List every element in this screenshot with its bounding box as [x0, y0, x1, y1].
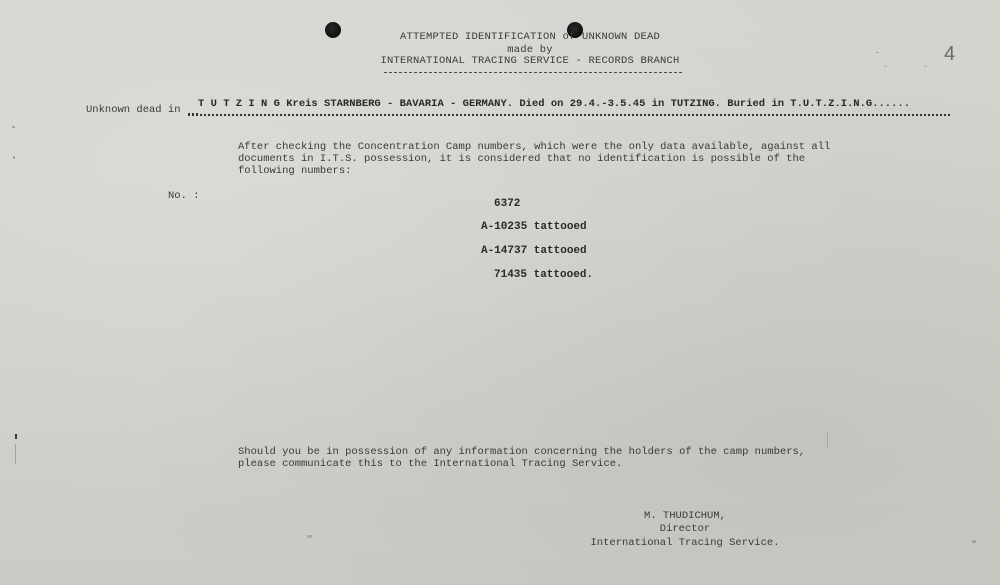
camp-number: A-14737 tattooed	[481, 245, 587, 257]
page-number: 4	[944, 43, 956, 65]
document-title: ATTEMPTED IDENTIFICATION of UNKNOWN DEAD	[399, 31, 661, 43]
dotted-underline	[188, 114, 950, 116]
scan-mark	[15, 444, 16, 464]
signatory-name: M. THUDICHUM,	[644, 510, 726, 522]
closing-line: please communicate this to the International Tracing Service.	[238, 458, 623, 470]
header-rule	[384, 72, 682, 73]
signatory-organization: International Tracing Service.	[590, 537, 780, 549]
signatory-title: Director	[659, 523, 711, 535]
document-subtitle: made by	[507, 44, 553, 56]
scan-mark	[827, 433, 828, 447]
closing-paragraph	[238, 446, 858, 470]
intro-line: After checking the Concentration Camp numbers, which were the only data available, against all	[238, 141, 831, 153]
unknown-dead-details: T U T Z I N G Kreis STARNBERG - BAVARIA - GERMANY. Died on 29.4.-3.5.45 in TUTZING. Buried in T.U.T.Z.I.N.G......	[198, 98, 911, 110]
camp-number: 6372	[494, 198, 521, 210]
issuing-branch: INTERNATIONAL TRACING SERVICE - RECORDS BRANCH	[380, 55, 680, 67]
scan-mark	[12, 126, 15, 128]
scan-mark	[13, 156, 15, 159]
intro-line: documents in I.T.S. possession, it is considered that no identification is possible of the	[238, 153, 806, 165]
intro-line: following numbers:	[238, 165, 352, 177]
scan-mark	[972, 540, 976, 543]
intro-paragraph	[238, 141, 858, 177]
camp-number: A-10235 tattooed	[481, 221, 587, 233]
unknown-dead-label: Unknown dead in	[86, 104, 181, 116]
numbers-label: No. :	[168, 190, 200, 202]
closing-line: Should you be in possession of any information concerning the holders of the camp numbers,	[238, 446, 806, 458]
scan-mark	[15, 434, 17, 439]
faint-stamp	[876, 46, 932, 76]
camp-number: 71435 tattooed.	[494, 269, 594, 281]
scan-mark	[307, 535, 312, 538]
